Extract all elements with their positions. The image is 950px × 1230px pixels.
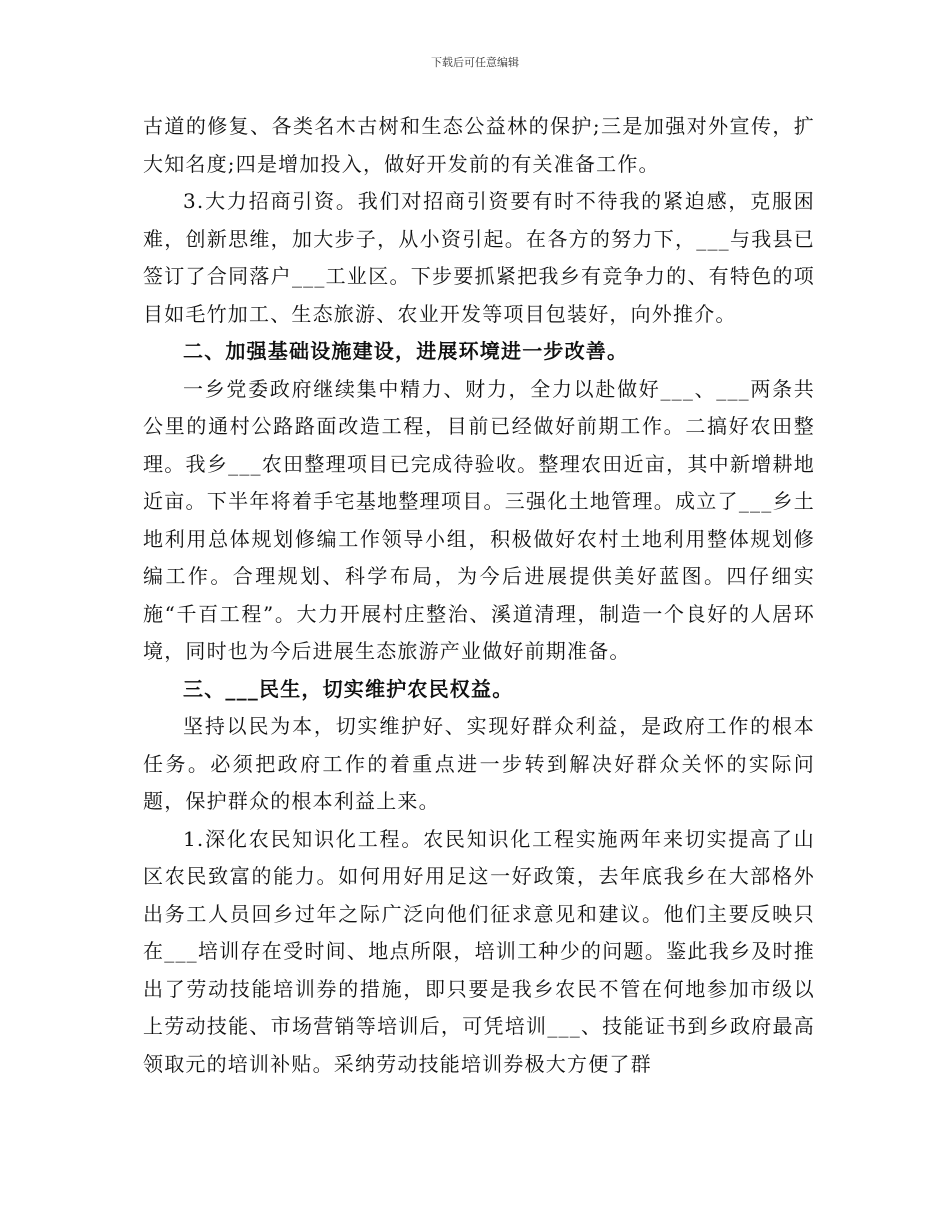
document-body — [143, 108, 815, 1083]
paragraph-people-first: 坚持以民为本，切实维护好、实现好群众利益，是政府工作的根本任务。必须把政府工作的着重点进一步转到解决好群众关怀的实际问题，保护群众的根本利益上来。 — [143, 714, 815, 813]
paragraph-investment: 3.大力招商引资。我们对招商引资要有时不待我的紧迫感，克服困难，创新思维，加大步子，从小资引起。在各方的努力下，___与我县已签订了合同落户___工业区。下步要抓紧把我乡有竞争力的、有特色的项目如毛竹加工、生态旅游、农业开发等项目包装好，向外推介。 — [143, 189, 815, 326]
page-header-note: 下载后可任意编辑 — [431, 56, 519, 69]
paragraph-infrastructure: 一乡党委政府继续集中精力、财力，全力以赴做好___、___两条共公里的通村公路路面改造工程，目前已经做好前期工作。二搞好农田整理。我乡___农田整理项目已完成待验收。整理农田近亩，其中新增耕地近亩。下半年将着手宅基地整理项目。三强化土地管理。成立了___乡土地利用总体规划修编工作领导小组，积极做好农村土地利用整体规划修编工作。合理规划、科学布局，为今后进展提供美好蓝图。四仔细实施“千百工程”。大力开展村庄整治、溪道清理，制造一个良好的人居环境，同时也为今后进展生态旅游产业做好前期准备。 — [143, 376, 815, 663]
section-heading-livelihood: 三、___民生，切实维护农民权益。 — [183, 676, 514, 701]
section-heading-infrastructure: 二、加强基础设施建设，进展环境进一步改善。 — [183, 339, 629, 363]
paragraph-farmer-training: 1.深化农民知识化工程。农民知识化工程实施两年来切实提高了山区农民致富的能力。如何用好用足这一好政策，去年底我乡在大部格外出务工人员回乡过年之际广泛向他们征求意见和建议。他们主要反映只在___培训存在受时间、地点所限，培训工种少的问题。鉴此我乡及时推出了劳动技能培训券的措施，即只要是我乡农民不管在何地参加市级以上劳动技能、市场营销等培训后，可凭培训___、技能证书到乡政府最高领取元的培训补贴。采纳劳动技能培训券极大方便了群 — [143, 826, 815, 1076]
paragraph-continuation: 古道的修复、各类名木古树和生态公益林的保护;三是加强对外宣传，扩大知名度;四是增加投入，做好开发前的有关准备工作。 — [143, 114, 815, 176]
